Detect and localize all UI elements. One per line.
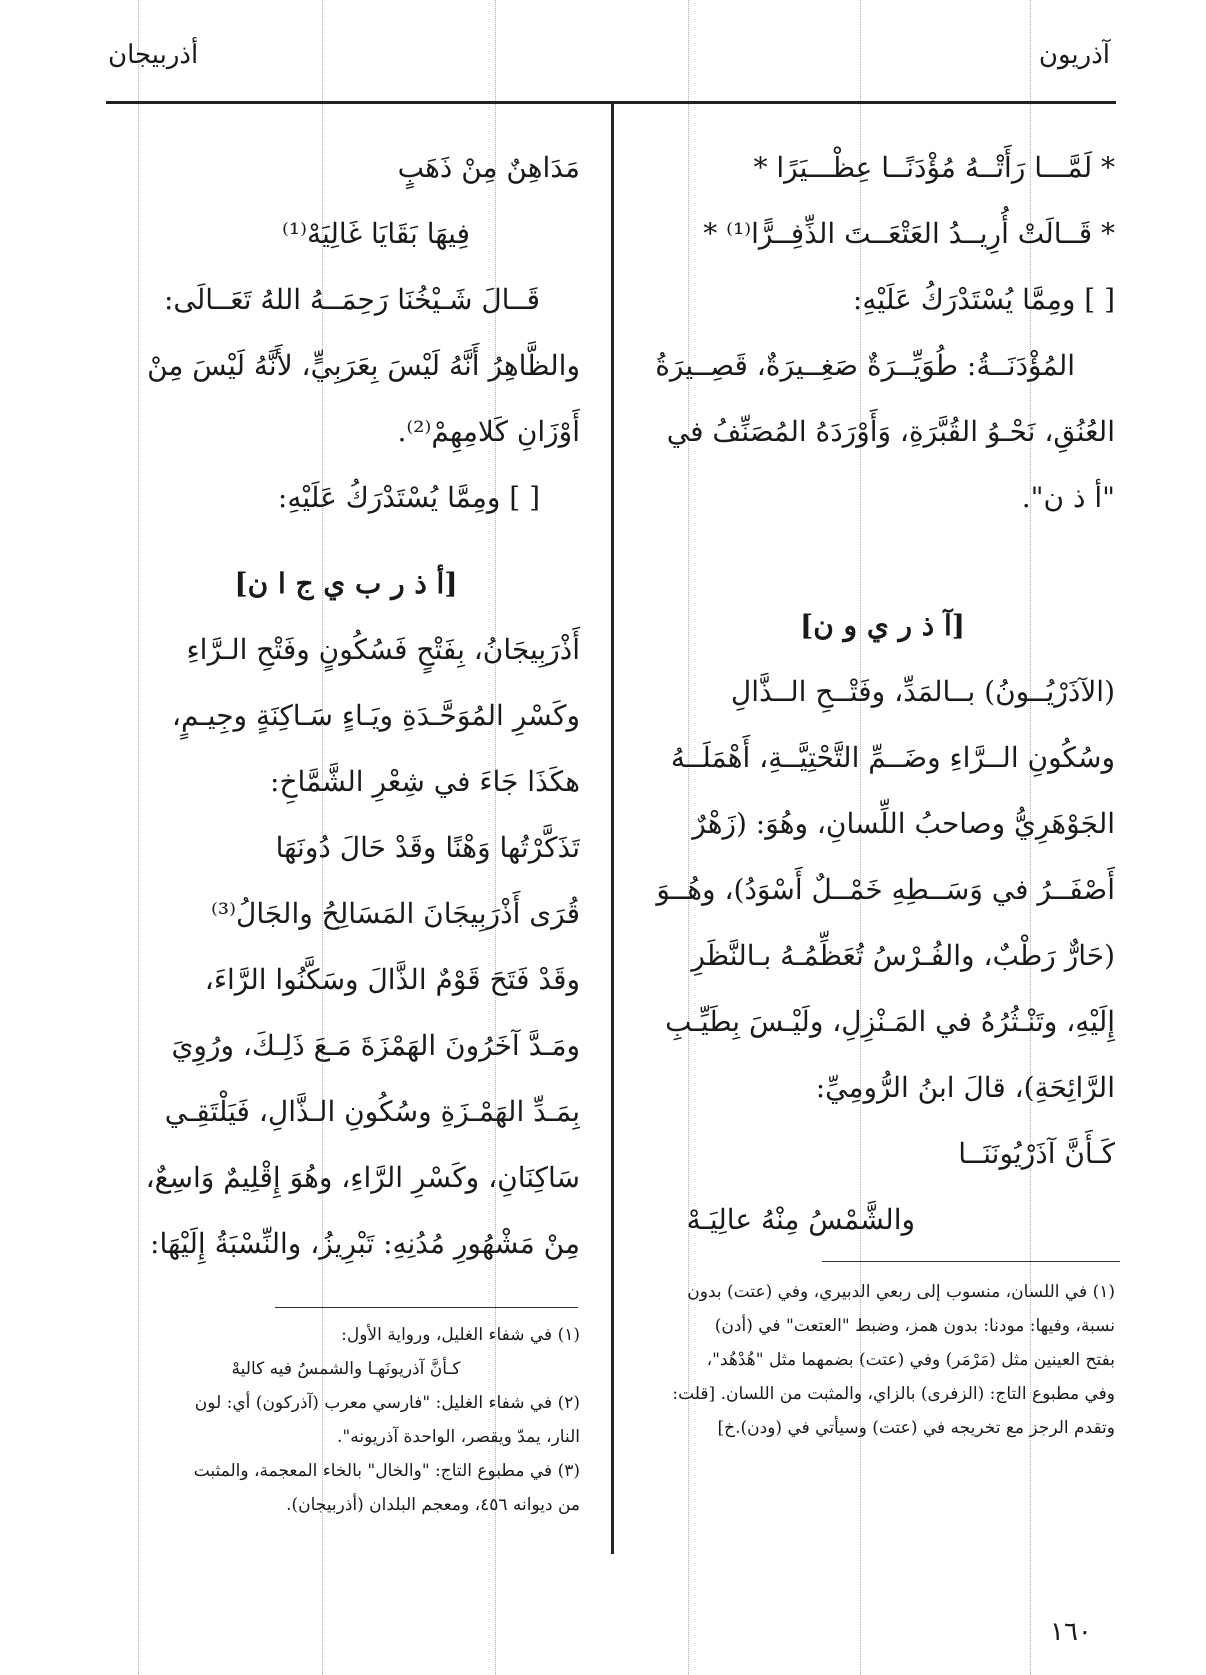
footnote-line: النار، يمدّ ويقصر، الواحدة آذريونه". bbox=[337, 1427, 580, 1447]
footnote-verse: كـأنَّ آذريونَهـا والشمسُ فيه كاليهْ bbox=[231, 1359, 461, 1379]
text-line: [ ] ومِمَّا يُسْتَدْرَكُ عَلَيْهِ: bbox=[852, 283, 1115, 316]
spacer bbox=[112, 531, 580, 551]
text-line: أَذْرَبِيجَانُ، بِفَتْحٍ فَسُكُونٍ وفَتْحِ الـرَّاءِ bbox=[186, 633, 580, 666]
left-column bbox=[112, 135, 580, 1277]
verse-line: كَـأَنَّ آذَرْيُونَنَــا bbox=[958, 1137, 1115, 1170]
text-line: الرَّائِحَةِ)، قالَ ابنُ الرُّومِيِّ: bbox=[815, 1071, 1115, 1104]
footnote-line: (١) في اللسان، منسوب إلى ربعي الدبيري، وفي (عتت) بدون bbox=[687, 1282, 1115, 1302]
text-line: المُؤْدَنَــةُ: طُوَيِّــرَةٌ صَغِــيرَةٌ، قَصِــيرَةُ bbox=[655, 349, 1075, 382]
text-line: الجَوْهَرِيُّ وصاحبُ اللِّسانِ، وهُوَ: (زَهْرٌ bbox=[692, 807, 1115, 840]
footnote-line: وتقدم الرجز مع تخريجه في (عتت) وسيأتي في (ودن).خ] bbox=[717, 1418, 1115, 1438]
text-line: ومَـدَّ آخَرُونَ الهَمْزَةَ مَـعَ ذَلِـكَ، ورُوِيَ bbox=[171, 1029, 580, 1062]
text-line: "أ ذ ن". bbox=[1021, 481, 1115, 514]
text-line: (الآذَرْيُــونُ) بــالمَدِّ، وفَتْــحِ الــذَّالِ bbox=[730, 675, 1115, 708]
footnote-line: وفي مطبوع التاج: (الزفرى) بالزاي، والمثبت من اللسان. [قلت: bbox=[672, 1384, 1115, 1404]
running-header-right: آذريون bbox=[1038, 40, 1110, 70]
running-header-left: أذربيجان bbox=[108, 40, 199, 70]
text-line: بِمَـدِّ الهَمْـزَةِ وسُكُونِ الـذَّالِ، فَيَلْتَقِـي bbox=[164, 1095, 580, 1128]
footnote-line: من ديوانه ٤٥٦، ومعجم البلدان (أذربيجان). bbox=[286, 1495, 580, 1515]
text-line: إِلَيْهِ، وتَنْـثُرُهُ في المَـنْزِلِ، ولَيْـسَ بِطَيِّـبِ bbox=[665, 1005, 1115, 1038]
entry-heading: [أ ذ ر ب ي ج ا ن] bbox=[234, 567, 458, 600]
text-line: هكَذَا جَاءَ في شِعْرِ الشَّمَّاخِ: bbox=[270, 765, 580, 798]
verse-line: مَدَاهِنٌ مِنْ ذَهَبٍ bbox=[397, 151, 580, 184]
footnote-rule bbox=[822, 1261, 1120, 1262]
page-number: ١٦٠ bbox=[1050, 1617, 1092, 1647]
verse-line: * لَمَّـــا رَأَتْــهُ مُؤْدَنًــا عِظْـــيَرًا * bbox=[753, 151, 1115, 184]
entry-heading: [آ ذ ر ي و ن] bbox=[799, 609, 965, 642]
verse-line: * قَــالَتْ أُرِيــدُ العَتْعَــتَ الذِّفِــرًّا⁽¹⁾ * bbox=[703, 217, 1115, 250]
text-line: مِنْ مَشْهُورِ مُدُنِهِ: تَبْرِيزُ، والنِّسْبَةُ إِلَيْهَا: bbox=[150, 1227, 580, 1260]
footnote-line: بفتح العينين مثل (مَرْمَر) وفي (عتت) بضمهما مثل "هُدْهُد"، bbox=[706, 1350, 1115, 1370]
verse-line: فِيهَا بَقَايَا غَالِيَهْ⁽¹⁾ bbox=[281, 217, 470, 250]
text-line: العُنُقِ، نَحْـوُ القُبَّرَةِ، وَأَوْرَدَهُ المُصَنِّفُ في bbox=[666, 415, 1115, 448]
text-line: وكَسْرِ المُوَحَّـدَةِ ويَـاءٍ سَـاكِنَةٍ وجِيـمٍ، bbox=[171, 699, 580, 732]
footnote-rule bbox=[275, 1307, 578, 1308]
text-line: والظَّاهِرُ أَنَّهُ لَيْسَ بِعَرَبِيٍّ، لأَنَّهُ لَيْسَ مِنْ bbox=[147, 349, 580, 382]
verse-line: قُرَى أَذْرَبِيجَانَ المَسَالِحُ والجَالُ⁽³⁾ bbox=[210, 897, 580, 930]
text-line: [ ] ومِمَّا يُسْتَدْرَكُ عَلَيْهِ: bbox=[277, 481, 540, 514]
text-line: قَــالَ شَـيْخُنَا رَحِمَــهُ اللهُ تَعَــالَى: bbox=[163, 283, 540, 316]
text-line: (حَارٌّ رَطْبٌ، والفُـرْسُ تُعَظِّمُـهُ بـالنَّظَرِ bbox=[691, 939, 1115, 972]
text-line: أَصْفَــرُ في وَسَــطِهِ خَمْــلٌ أَسْوَدُ)، وهُــوَ bbox=[656, 873, 1115, 906]
text-line: وقَدْ فَتَحَ قَوْمٌ الذَّالَ وسَكَّنُوا الرَّاءَ، bbox=[204, 963, 580, 996]
text-line: أَوْزَانِ كَلامِهِمْ⁽²⁾. bbox=[397, 415, 580, 448]
spacer bbox=[650, 531, 1115, 593]
footnotes-left bbox=[112, 1318, 580, 1522]
verse-line: والشَّمْسُ مِنْهُ عالِيَـهْ bbox=[686, 1203, 915, 1236]
column-divider bbox=[611, 104, 614, 1554]
footnote-line: (١) في شفاء الغليل، ورواية الأول: bbox=[341, 1325, 580, 1345]
verse-line: تَذَكَّرْتُها وَهْنًا وقَدْ حَالَ دُونَهَا bbox=[275, 831, 580, 864]
footnotes-right bbox=[650, 1275, 1115, 1445]
footnote-line: (٣) في مطبوع التاج: "والخال" بالخاء المعجمة، والمثبت bbox=[193, 1461, 580, 1481]
text-line: سَاكِنَانِ، وكَسْرِ الرَّاءِ، وهُوَ إِقْلِيمٌ وَاسِعٌ، bbox=[145, 1161, 580, 1194]
footnote-line: (٢) في شفاء الغليل: "فارسي معرب (آذركون) أي: لون bbox=[194, 1393, 580, 1413]
footnote-line: نسبة، وفيها: مودنا: بدون همز، وضبط "العتعت" في (أدن) bbox=[714, 1316, 1115, 1336]
right-column bbox=[650, 135, 1115, 1253]
text-line: وسُكُونِ الــرَّاءِ وضَــمِّ التَّحْتِيَّــةِ، أَهْمَلَــهُ bbox=[670, 741, 1115, 774]
